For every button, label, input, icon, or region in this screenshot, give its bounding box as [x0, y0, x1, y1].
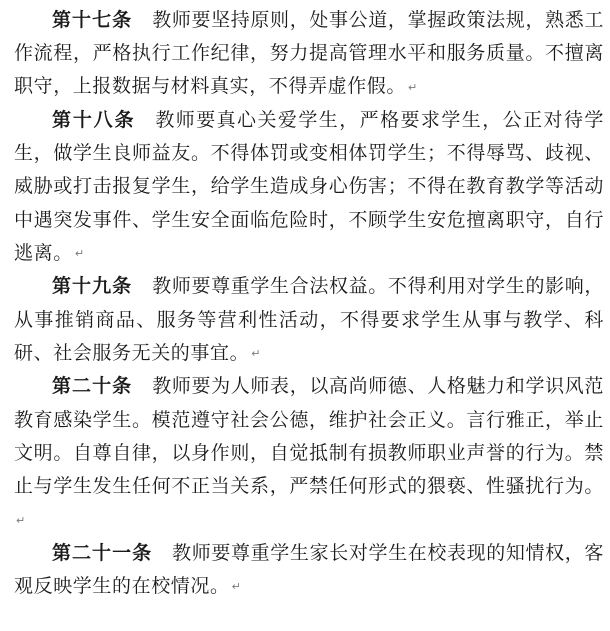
article-number: 第十七条: [52, 9, 133, 31]
article-21: [14, 537, 604, 604]
paragraph-mark-icon: ↵: [16, 513, 26, 527]
article-19: [14, 270, 604, 370]
paragraph-mark-icon: ↵: [231, 580, 242, 594]
article-text: 教师要坚持原则，处事公道，掌握政策法规，熟悉工作流程，严格执行工作纪律，努力提高管理水平和服务质量。不擅离职守，上报数据与材料真实，不得弄虚作假。: [14, 9, 604, 98]
paragraph-mark-icon: ↵: [251, 347, 262, 361]
article-number: 第二十一条: [52, 541, 153, 564]
article-number: 第十九条: [52, 275, 133, 298]
paragraph-mark-icon: ↵: [74, 247, 85, 261]
article-text: 教师要尊重学生家长对学生在校表现的知情权，客观反映学生的在校情况。: [14, 541, 604, 598]
article-number: 第十八条: [52, 109, 136, 131]
article-20: [14, 370, 604, 536]
article-text: 教师要真心关爱学生，严格要求学生，公正对待学生，做学生良师益友。不得体罚或变相体罚学生；不得辱骂、歧视、威胁或打击报复学生，给学生造成身心伤害；不得在教育教学等活动中遇突发事件、学生安全面临危险时，不顾学生安危擅离职守，自行逃离。: [14, 109, 604, 264]
article-number: 第二十条: [52, 375, 133, 398]
article-text: 教师要尊重学生合法权益。不得利用对学生的影响，从事推销商品、服务等营利性活动，不得要求学生从事与教学、科研、社会服务无关的事宜。: [14, 275, 604, 364]
article-text: 教师要为人师表，以高尚师德、人格魅力和学识风范教育感染学生。模范遵守社会公德，维护社会正义。言行雅正，举止文明。自尊自律，以身作则，自觉抵制有损教师职业声誉的行为。禁止与学生发生任何不正当关系，严禁任何形式的猥亵、性骚扰行为。: [14, 375, 604, 498]
article-18: [14, 104, 604, 270]
paragraph-mark-icon: ↵: [408, 80, 418, 94]
document-page: [14, 4, 604, 604]
article-17: [14, 4, 604, 104]
